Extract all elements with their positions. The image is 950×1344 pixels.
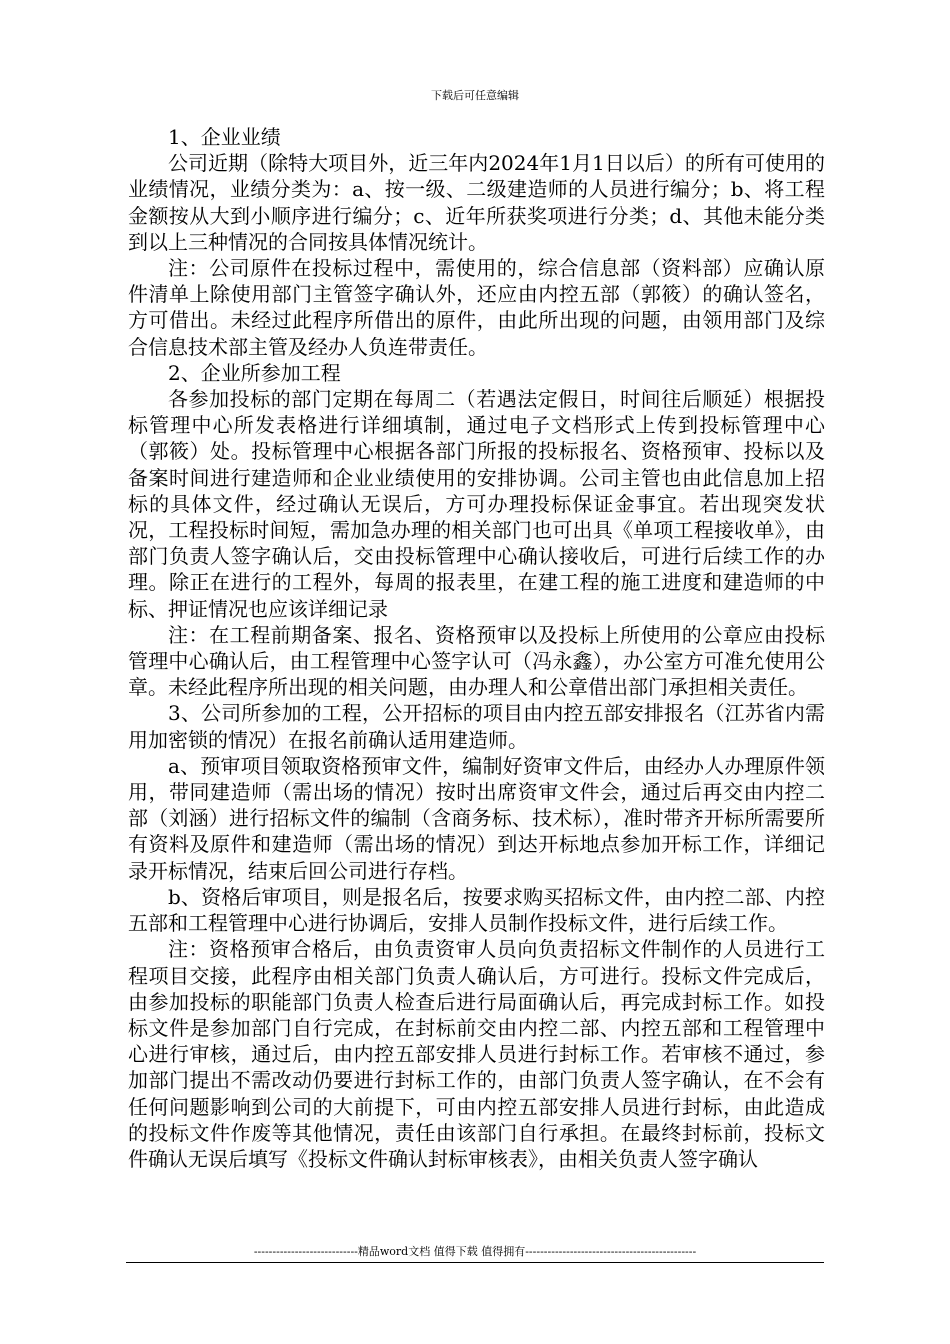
section-heading-performance: 1、企业业绩: [168, 125, 281, 149]
note-sealing: 注：资格预审合格后，由负责资审人员向负责招标文件制作的人员进行工程项目交接，此程序由相关部门负责人确认后，方可进行。投标文件完成后，由参加投标的职能部门负责人检查后进行局面确认后，再完成封标工作。如投标文件是参加部门自行完成，在封标前交由内控二部、内控五部和工程管理中心进行审核，通过后，由内控五部安排人员进行封标工作。若审核不通过，参加部门提出不需改动仍要进行封标工作的，由部门负责人签字确认，在不会有任何问题影响到公司的大前提下，可由内控五部安排人员进行封标，由此造成的投标文件作废等其他情况，责任由该部门自行承担。在最终封标前，投标文件确认无误后填写《投标文件确认封标审核表》，由相关负责人签字确认: [128, 937, 825, 1171]
paragraph-performance: 公司近期（除特大项目外，近三年内2024年1月1日以后）的所有可使用的业绩情况，业绩分类为：a、按一级、二级建造师的人员进行编分；b、将工程金额按从大到小顺序进行编分；c、近年所获奖项进行分类；d、其他未能分类到以上三种情况的合同按具体情况统计。: [128, 151, 825, 254]
paragraph-postqualification: b、资格后审项目，则是报名后，按要求购买招标文件，由内控二部、内控五部和工程管理中心进行协调后，安排人员制作投标文件，进行后续工作。: [128, 884, 825, 936]
paragraph-prequalification: a、预审项目领取资格预审文件，编制好资审文件后，由经办人办理原件领用，带同建造师（需出场的情况）按时出席资审文件会，通过后再交由内控二部（刘涵）进行招标文件的编制（含商务标、技术标），准时带齐开标所需要所有资料及原件和建造师（需出场的情况）到达开标地点参加开标工作，详细记录开标情况，结束后回公司进行存档。: [128, 753, 825, 883]
page-footer: ----------------------------精品word文档 值得下载 值得拥有----------------------------------------------: [253, 1245, 697, 1258]
paragraph-public-tender: 3、公司所参加的工程，公开招标的项目由内控五部安排报名（江苏省内需用加密锁的情况）在报名前确认适用建造师。: [128, 701, 825, 752]
section-heading-projects: 2、企业所参加工程: [168, 360, 341, 385]
note-seal: 注：在工程前期备案、报名、资格预审以及投标上所使用的公章应由投标管理中心确认后，由工程管理中心签字认可（冯永鑫），办公室方可准允使用公章。未经此程序所出现的相关问题，由办理人和公章借出部门承担相关责任。: [128, 622, 825, 700]
footer-divider: [126, 1262, 824, 1263]
document-body: [128, 124, 825, 1172]
page-header: 下载后可任意编辑: [431, 89, 519, 102]
paragraph-projects: 各参加投标的部门定期在每周二（若遇法定假日，时间往后顺延）根据投标管理中心所发表格进行详细填制，通过电子文档形式上传到投标管理中心（郭筱）处。投标管理中心根据各部门所报的投标报名、资格预审、投标以及备案时间进行建造师和企业业绩使用的安排协调。公司主管也由此信息加上招标的具体文件，经过确认无误后，方可办理投标保证金事宜。若出现突发状况，工程投标时间短，需加急办理的相关部门也可出具《单项工程接收单》，由部门负责人签字确认后，交由投标管理中心确认接收后，可进行后续工作的办理。除正在进行的工程外，每周的报表里，在建工程的施工进度和建造师的中标、押证情况也应该详细记录: [128, 387, 825, 621]
note-originals: 注：公司原件在投标过程中，需使用的，综合信息部（资料部）应确认原件清单上除使用部门主管签字确认外，还应由内控五部（郭筱）的确认签名，方可借出。未经过此程序所借出的原件，由此所出现的问题，由领用部门及综合信息技术部主管及经办人负连带责任。: [128, 256, 825, 359]
